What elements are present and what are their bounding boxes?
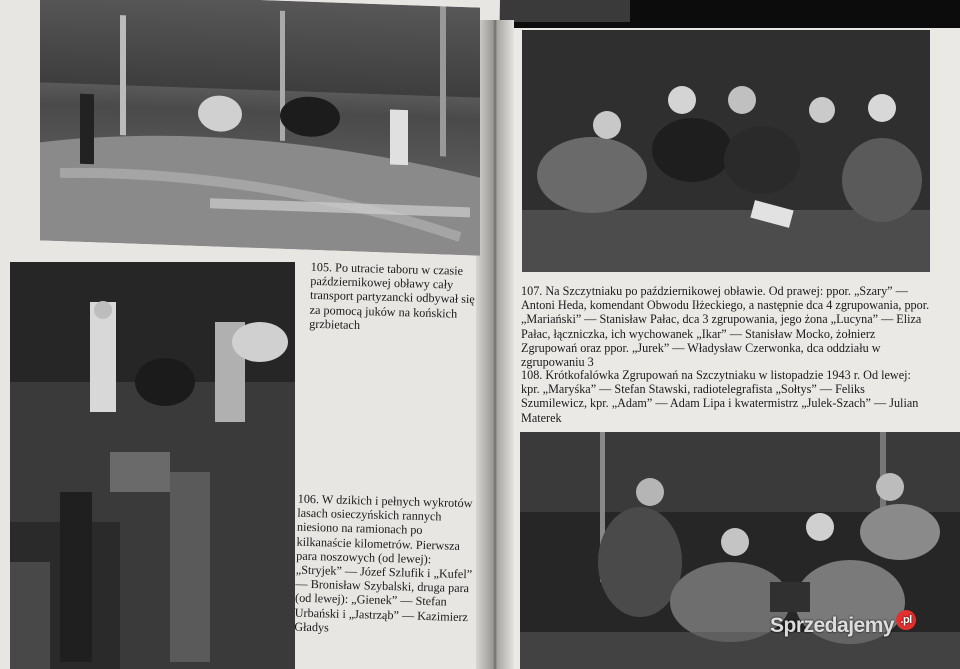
book-gutter — [476, 20, 514, 669]
caption-107 — [521, 284, 931, 369]
caption-108-text: 108. Krótkofalówka Zgrupowań na Szczytniaku w listopadzie 1943 r. Od lewej: kpr. „Maryśka” — Stefan Stawski, radiotelegrafista „Sołtys” — Feliks Szumilewicz, kpr. „Adam” — Adam Lipa i kwatermistrz „Julek-Szach” — Julian Materek — [521, 368, 919, 425]
caption-106-text: 106. W dzikich i pełnych wykrotów lasach osieczyńskich rannych niesiono na ramionach po kilkanaście kilometrów. Pierwsza para noszowych (od lewej): „Stryjek” — Józef Szlufik i „Kufel” — Bronisław Szybalski, druga para (od lewej): „Gienek” — Stefan Urbański i „Jastrząb” — Kazimierz Gładys — [294, 491, 473, 635]
photo-group-resting — [522, 30, 930, 272]
photo-horses-forest-road — [40, 0, 480, 256]
caption-107-text: 107. Na Szczytniaku po październikowej obławie. Od prawej: ppor. „Szary” — Antoni Heda, komendant Obwodu Iłżeckiego, a następnie dca 4 zgrupowania, ppor. „Mariański” — Stanisław Pałac, dca 3 zgrupowania, jego żona „Lucyna” — Eliza Pałac, łączniczka, ich wychowanek „Ikar” — Stanisław Mocko, żołnierz Zgrupowań oraz ppor. „Jurek” — Władysław Czerwonka, dca oddziału w zgrupowaniu 3 — [521, 284, 930, 370]
photo-partisans-carrying-wounded — [10, 262, 295, 669]
watermark-text: Sprzedajemy — [770, 614, 895, 637]
caption-108 — [521, 368, 931, 425]
caption-105 — [309, 260, 481, 335]
watermark-dot-icon: .pl — [896, 610, 916, 630]
caption-105-text: 105. Po utracie taboru w czasie październikowej obławy cały transport partyzancki odbywał się za pomocą juków na końskich grzbietach — [309, 259, 475, 332]
caption-106 — [294, 492, 480, 639]
sprzedajemy-watermark — [770, 614, 916, 638]
